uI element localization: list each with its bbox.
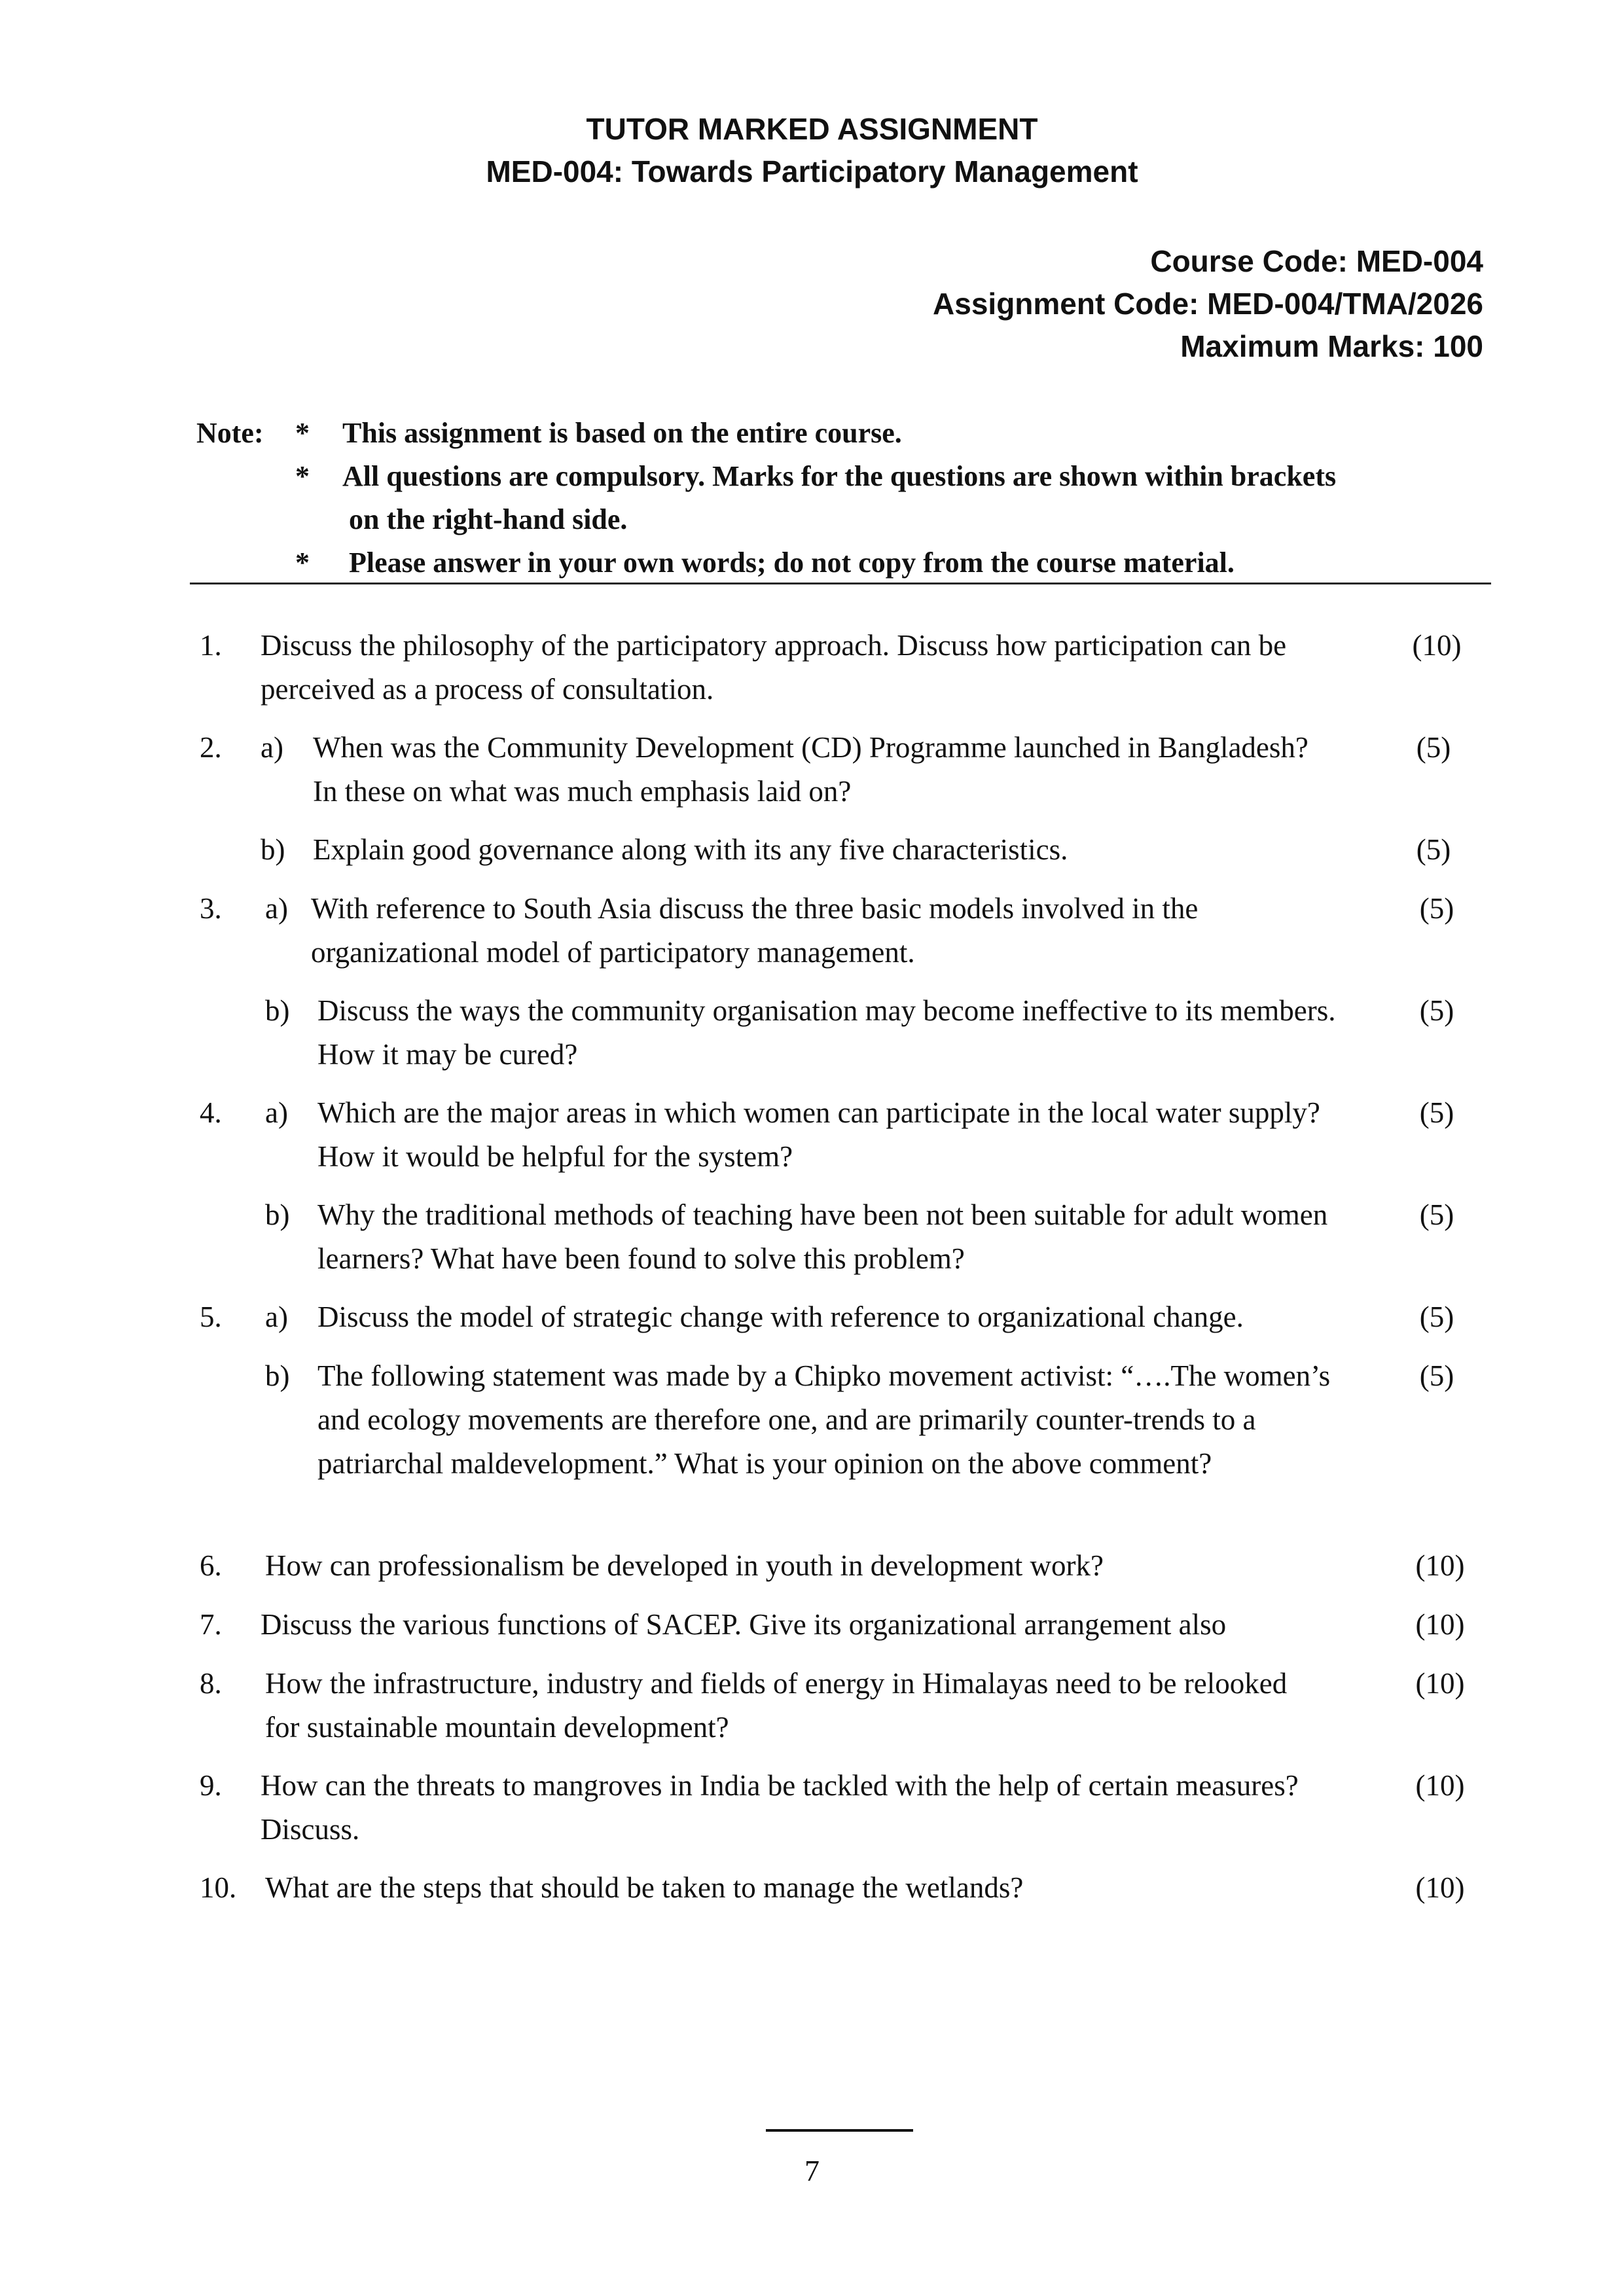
question-number: 4. <box>200 1096 222 1129</box>
question-marks: (10) <box>1415 1769 1465 1802</box>
question-sub-label: b) <box>265 1359 290 1392</box>
question-text: The following statement was made by a Chipko movement activist: “….The women’s and ecology movements are therefore one, and are primarily counter-trends to a patriarchal maldevelopment.” What is your opinion on the above comment? <box>317 1359 1331 1480</box>
question-text: Discuss the model of strategic change with reference to organizational change. <box>317 1300 1244 1333</box>
question-text: Discuss the ways the community organisation may become ineffective to its members. How it may be cured? <box>317 994 1336 1071</box>
note-divider <box>190 583 1491 584</box>
page-number: 7 <box>804 2154 820 2187</box>
note-bullet-3: * <box>295 547 310 579</box>
maximum-marks: Maximum Marks: 100 <box>1180 329 1483 363</box>
question-marks: (5) <box>1419 1198 1454 1231</box>
question-marks: (5) <box>1419 1300 1454 1333</box>
assignment-code: Assignment Code: MED-004/TMA/2026 <box>933 287 1483 321</box>
question-number: 3. <box>200 892 222 925</box>
question-text: Explain good governance along with its any five characteristics. <box>313 833 1068 866</box>
footer-divider <box>766 2129 913 2132</box>
question-marks: (5) <box>1419 994 1454 1027</box>
question-marks: (5) <box>1416 731 1451 764</box>
question-number: 10. <box>200 1871 237 1904</box>
question-marks: (5) <box>1419 892 1454 925</box>
question-text: Why the traditional methods of teaching have been not been suitable for adult women learners? What have been found to solve this problem? <box>317 1198 1328 1275</box>
question-text: Which are the major areas in which women can participate in the local water supply? How it would be helpful for the system? <box>317 1096 1320 1173</box>
note-bullet-1: * <box>295 417 310 449</box>
question-sub-label: b) <box>265 994 290 1027</box>
question-text: How can the threats to mangroves in India be tackled with the help of certain measures? Discuss. <box>261 1769 1299 1846</box>
note-line-3: Please answer in your own words; do not copy from the course material. <box>349 547 1235 579</box>
question-number: 9. <box>200 1769 222 1802</box>
question-marks: (10) <box>1415 1667 1465 1700</box>
question-text: What are the steps that should be taken to manage the wetlands? <box>265 1871 1024 1904</box>
question-sub-label: a) <box>261 731 283 764</box>
question-sub-label: b) <box>265 1198 290 1231</box>
question-number: 6. <box>200 1549 222 1582</box>
question-marks: (10) <box>1415 1871 1465 1904</box>
question-marks: (5) <box>1419 1359 1454 1392</box>
question-number: 7. <box>200 1608 222 1641</box>
question-sub-label: a) <box>265 892 288 925</box>
question-text: How can professionalism be developed in youth in development work? <box>265 1549 1104 1582</box>
note-line-2-cont: on the right-hand side. <box>349 503 628 535</box>
note-line-1: This assignment is based on the entire course. <box>342 417 902 449</box>
page-title: TUTOR MARKED ASSIGNMENT <box>586 112 1038 146</box>
question-text: With reference to South Asia discuss the three basic models involved in the organizational model of participatory management. <box>311 892 1199 969</box>
question-text: Discuss the various functions of SACEP. Give its organizational arrangement also <box>261 1608 1227 1641</box>
question-sub-label: b) <box>261 833 285 866</box>
question-marks: (5) <box>1419 1096 1454 1129</box>
question-number: 5. <box>200 1300 222 1333</box>
note-bullet-2: * <box>295 460 310 492</box>
note-label: Note: <box>196 417 264 449</box>
question-marks: (10) <box>1415 1549 1465 1582</box>
question-text: When was the Community Development (CD) Programme launched in Bangladesh? In these on what was much emphasis laid on? <box>313 731 1308 808</box>
page-subtitle: MED-004: Towards Participatory Management <box>486 154 1138 188</box>
note-line-2: All questions are compulsory. Marks for the questions are shown within brackets <box>342 460 1337 492</box>
question-text: How the infrastructure, industry and fields of energy in Himalayas need to be relooked for sustainable mountain development? <box>265 1667 1288 1744</box>
question-text: Discuss the philosophy of the participatory approach. Discuss how participation can be perceived as a process of consultation. <box>261 629 1287 706</box>
question-marks: (5) <box>1416 833 1451 866</box>
question-marks: (10) <box>1412 629 1462 662</box>
question-number: 8. <box>200 1667 222 1700</box>
question-sub-label: a) <box>265 1096 288 1129</box>
question-sub-label: a) <box>265 1300 288 1333</box>
course-code: Course Code: MED-004 <box>1150 244 1483 278</box>
question-number: 2. <box>200 731 222 764</box>
question-number: 1. <box>200 629 222 662</box>
question-marks: (10) <box>1415 1608 1465 1641</box>
